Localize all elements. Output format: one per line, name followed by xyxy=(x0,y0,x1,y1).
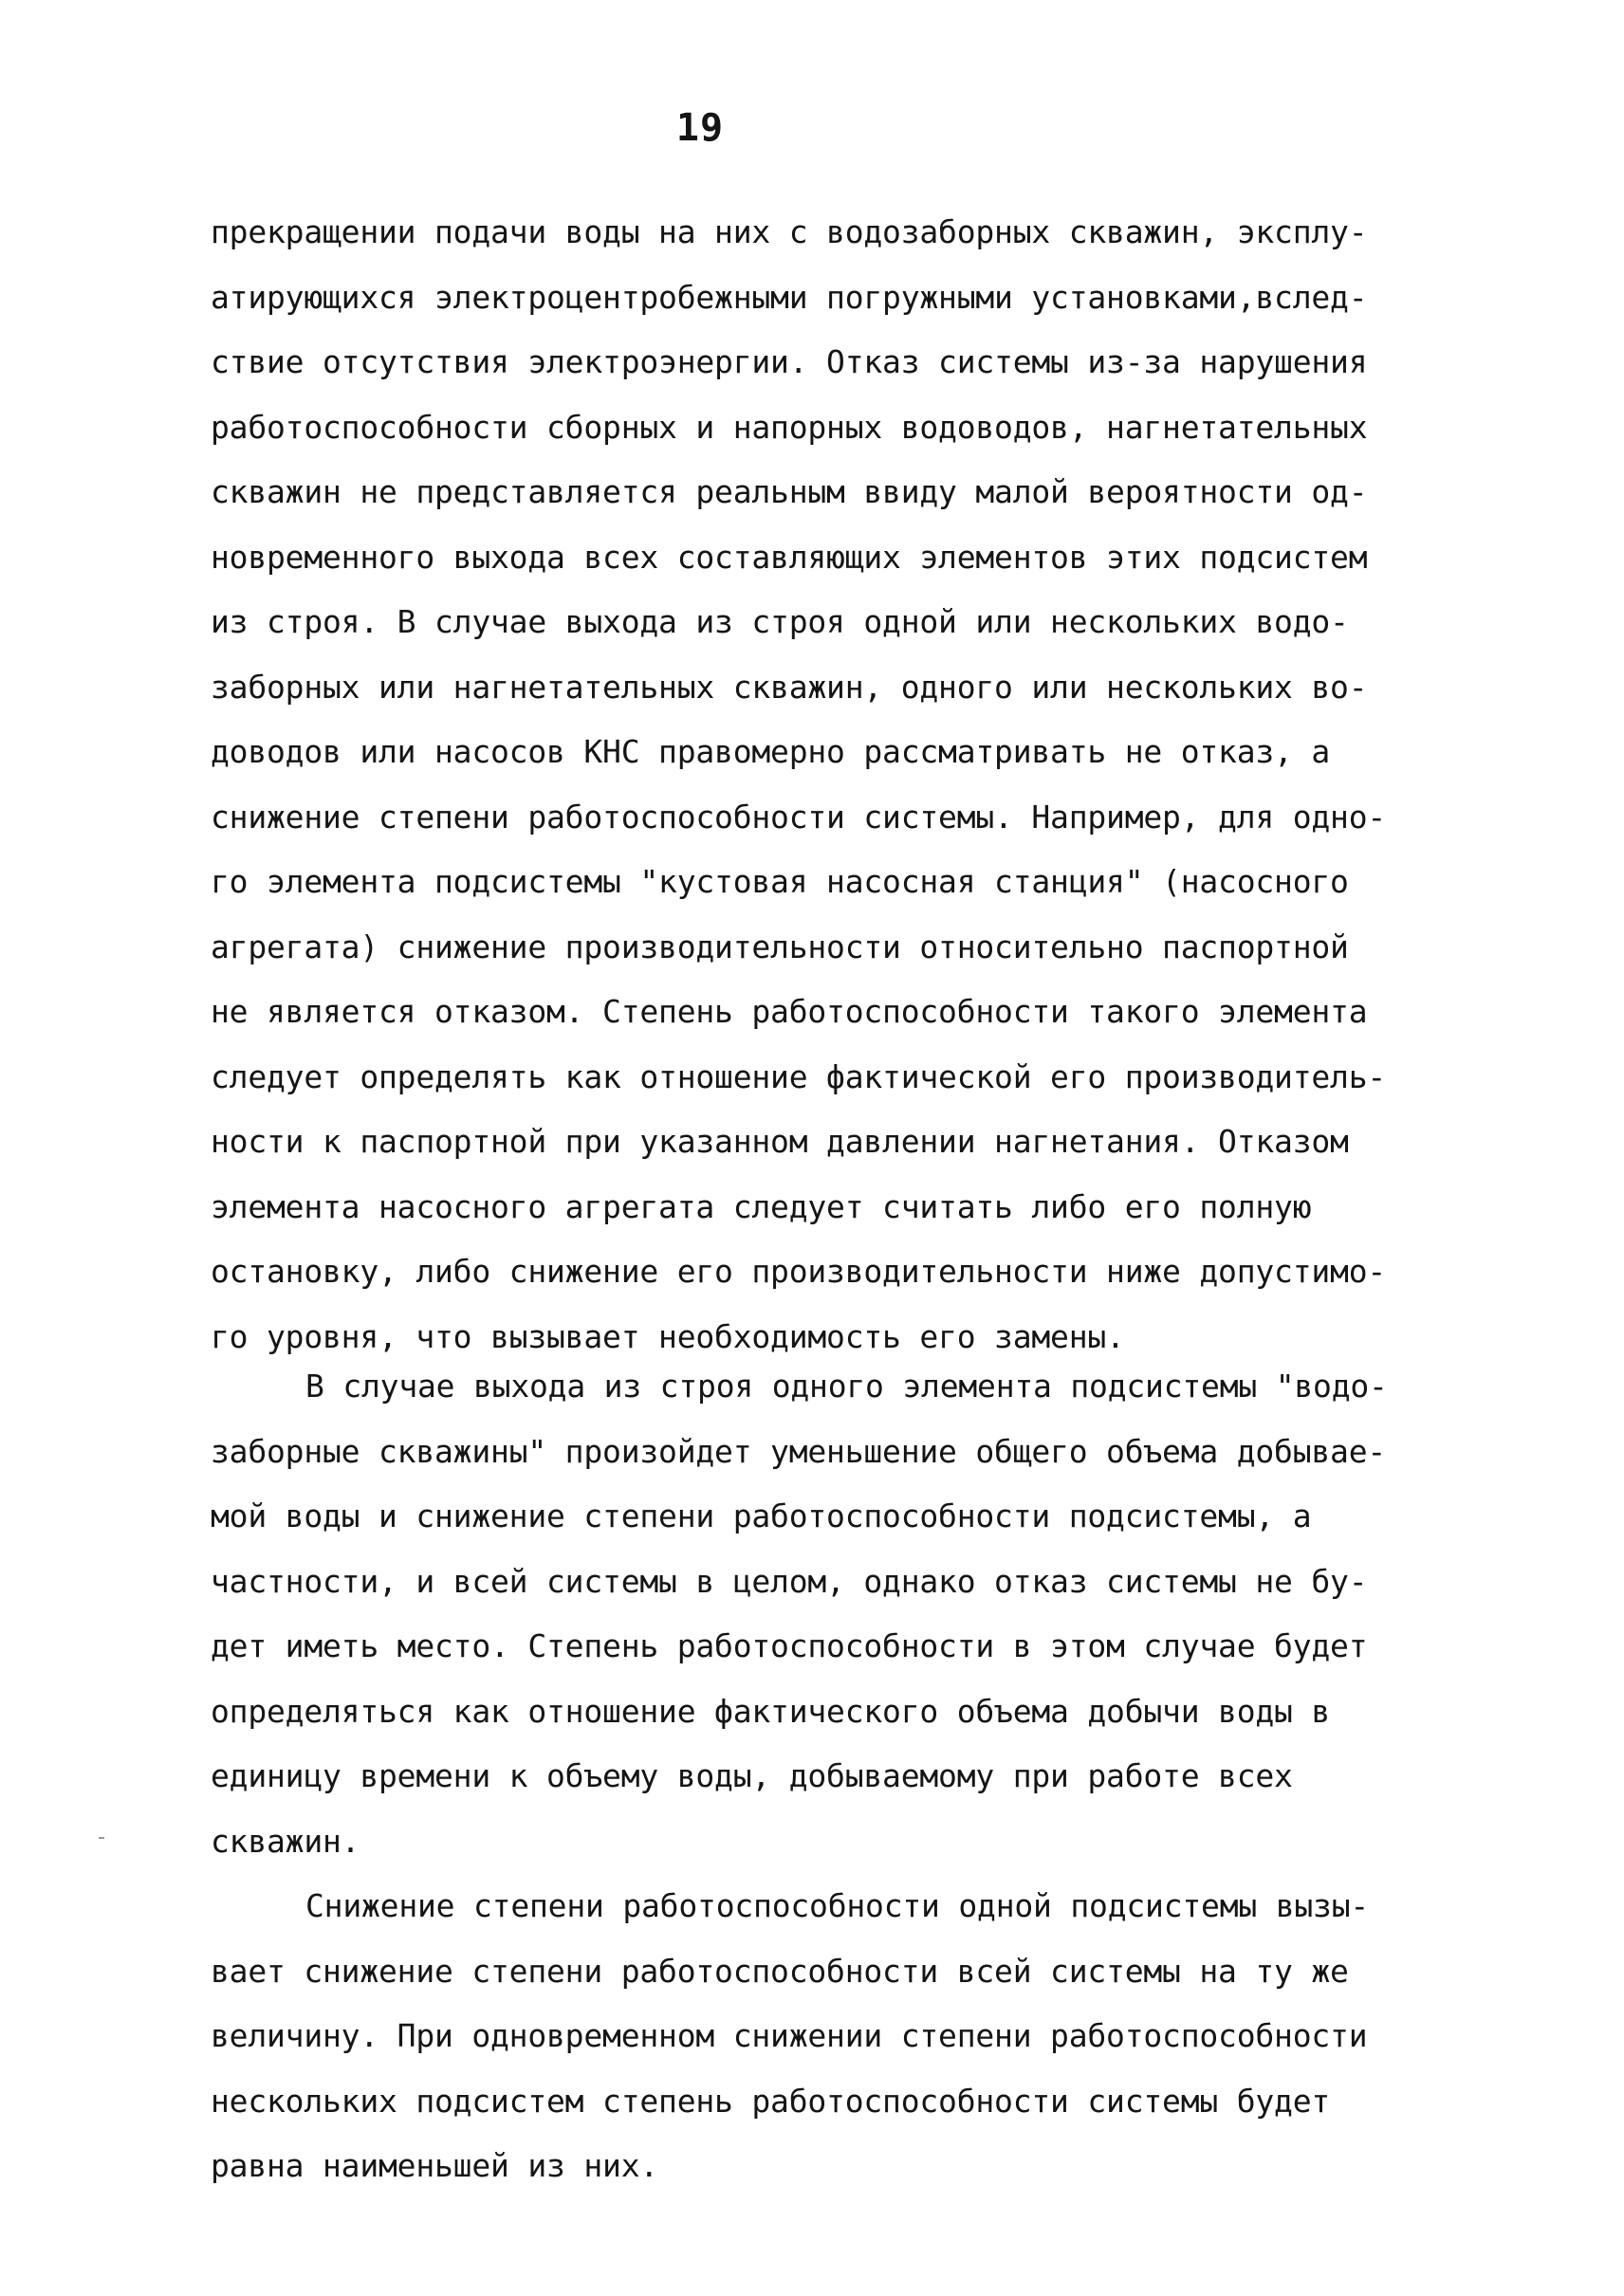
text-line: доводов или насосов КНС правомерно рассматривать не отказ, а xyxy=(211,733,1331,770)
text-line: дет иметь место. Степень работоспособности в этом случае будет xyxy=(211,1627,1368,1664)
text-line: единицу времени к объему воды, добываемому при работе всех xyxy=(211,1757,1293,1794)
text-line: Снижение степени работоспособности одной подсистемы вызы- xyxy=(305,1887,1370,1924)
text-line: заборные скважины" произойдет уменьшение общего объема добывае- xyxy=(211,1432,1387,1470)
text-line: скважин не представляется реальным ввиду малой вероятности од- xyxy=(211,473,1368,510)
text-line: ности к паспортной при указанном давлении нагнетания. Отказом xyxy=(211,1123,1349,1160)
paragraph-2 xyxy=(211,1354,1444,1874)
text-line: величину. При одновременном снижении степени работоспособности xyxy=(211,2017,1368,2054)
page-number: 19 xyxy=(675,106,725,150)
text-line: элемента насосного агрегата следует считать либо его полную xyxy=(211,1187,1312,1225)
text-line: вает снижение степени работоспособности всей системы на ту же xyxy=(211,1952,1349,1990)
text-line: прекращении подачи воды на них с водозаборных скважин, эксплу- xyxy=(211,213,1368,250)
text-line: частности, и всей системы в целом, однако отказ системы не бу- xyxy=(211,1562,1368,1600)
paragraph-3 xyxy=(211,1874,1444,2199)
text-line: В случае выхода из строя одного элемента подсистемы "водо- xyxy=(305,1368,1388,1405)
text-line: го уровня, что вызывает необходимость его замены. xyxy=(211,1317,1125,1355)
paragraph-1 xyxy=(211,200,1444,1369)
text-line: из строя. В случае выхода из строя одной или нескольких водо- xyxy=(211,603,1349,640)
text-line: новременного выхода всех составляющих элементов этих подсистем xyxy=(211,538,1368,576)
text-line: не является отказом. Степень работоспособности такого элемента xyxy=(211,993,1368,1030)
text-line: заборных или нагнетательных скважин, одного или нескольких во- xyxy=(211,668,1368,706)
text-line: следует определять как отношение фактической его производитель- xyxy=(211,1057,1387,1095)
margin-mark xyxy=(99,1837,104,1839)
text-line: агрегата) снижение производительности относительно паспортной xyxy=(211,928,1349,965)
text-line: ствие отсутствия электроэнергии. Отказ системы из-за нарушения xyxy=(211,343,1368,380)
text-line: скважин. xyxy=(211,1822,360,1860)
text-line: го элемента подсистемы "кустовая насосная станция" (насосного xyxy=(211,863,1349,900)
text-line: мой воды и снижение степени работоспособности подсистемы, а xyxy=(211,1497,1312,1534)
text-line: определяться как отношение фактического объема добычи воды в xyxy=(211,1692,1331,1730)
text-line: нескольких подсистем степень работоспособности системы будет xyxy=(211,2082,1331,2120)
text-line: равна наименьшей из них. xyxy=(211,2147,659,2184)
text-line: остановку, либо снижение его производительности ниже допустимо- xyxy=(211,1253,1387,1290)
text-line: снижение степени работоспособности системы. Например, для одно- xyxy=(211,798,1387,836)
text-line: атирующихся электроцентробежными погружными установками,вслед- xyxy=(211,278,1368,316)
text-line: работоспособности сборных и напорных водоводов, нагнетательных xyxy=(211,408,1368,446)
